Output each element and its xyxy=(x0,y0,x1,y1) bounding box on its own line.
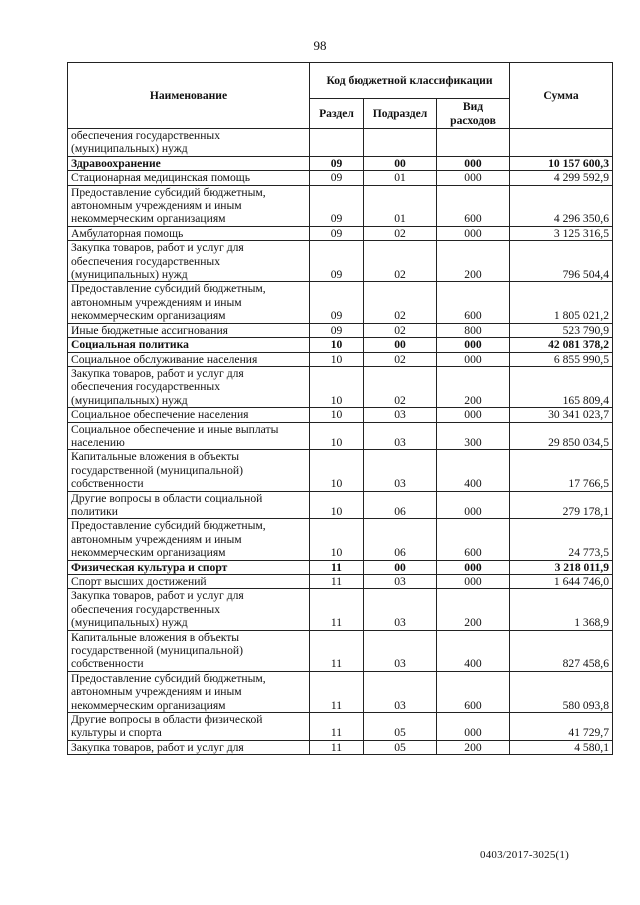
row-podrazdel: 03 xyxy=(364,575,437,589)
row-razdel: 09 xyxy=(310,241,364,282)
row-razdel: 10 xyxy=(310,352,364,366)
row-vid: 200 xyxy=(437,589,510,630)
row-razdel: 09 xyxy=(310,156,364,170)
row-sum: 6 855 990,5 xyxy=(510,352,613,366)
table-row xyxy=(68,519,613,560)
table-row xyxy=(68,713,613,741)
row-razdel: 09 xyxy=(310,226,364,240)
row-vid: 800 xyxy=(437,323,510,337)
row-vid: 600 xyxy=(437,185,510,226)
row-podrazdel: 06 xyxy=(364,491,437,519)
row-name: Закупка товаров, работ и услуг для обеспечения государственных (муниципальных) нужд xyxy=(68,241,310,282)
row-podrazdel: 03 xyxy=(364,450,437,491)
table-row xyxy=(68,323,613,337)
row-sum: 29 850 034,5 xyxy=(510,422,613,450)
row-name: Амбулаторная помощь xyxy=(68,226,310,240)
row-razdel: 10 xyxy=(310,338,364,352)
row-sum: 42 081 378,2 xyxy=(510,338,613,352)
header-sum: Сумма xyxy=(510,63,613,129)
header-name: Наименование xyxy=(68,63,310,129)
row-razdel: 09 xyxy=(310,171,364,185)
row-name: Иные бюджетные ассигнования xyxy=(68,323,310,337)
row-podrazdel: 02 xyxy=(364,226,437,240)
document-code: 0403/2017-3025(1) xyxy=(480,849,569,861)
table-row xyxy=(68,366,613,407)
row-sum: 165 809,4 xyxy=(510,366,613,407)
row-vid: 600 xyxy=(437,671,510,712)
row-vid: 200 xyxy=(437,241,510,282)
table-row xyxy=(68,589,613,630)
row-name: Предоставление субсидий бюджетным, автономным учреждениям и иным некоммерческим организациям xyxy=(68,185,310,226)
row-podrazdel: 06 xyxy=(364,519,437,560)
row-razdel: 10 xyxy=(310,450,364,491)
row-vid: 600 xyxy=(437,282,510,323)
row-podrazdel: 00 xyxy=(364,156,437,170)
row-podrazdel: 02 xyxy=(364,366,437,407)
row-podrazdel: 03 xyxy=(364,630,437,671)
row-vid: 000 xyxy=(437,713,510,741)
row-name: Предоставление субсидий бюджетным, автономным учреждениям и иным некоммерческим организациям xyxy=(68,519,310,560)
row-podrazdel: 02 xyxy=(364,323,437,337)
row-razdel: 09 xyxy=(310,185,364,226)
row-sum: 279 178,1 xyxy=(510,491,613,519)
row-name: Физическая культура и спорт xyxy=(68,560,310,574)
row-podrazdel: 01 xyxy=(364,185,437,226)
row-sum: 10 157 600,3 xyxy=(510,156,613,170)
row-sum: 17 766,5 xyxy=(510,450,613,491)
table-body xyxy=(68,129,613,755)
row-razdel: 09 xyxy=(310,323,364,337)
table-row xyxy=(68,226,613,240)
table-row xyxy=(68,241,613,282)
row-razdel: 10 xyxy=(310,519,364,560)
table-row xyxy=(68,129,613,157)
row-vid: 200 xyxy=(437,366,510,407)
row-vid: 000 xyxy=(437,156,510,170)
row-sum: 3 125 316,5 xyxy=(510,226,613,240)
row-name: Здравоохранение xyxy=(68,156,310,170)
row-razdel: 11 xyxy=(310,713,364,741)
row-sum: 827 458,6 xyxy=(510,630,613,671)
row-razdel xyxy=(310,129,364,157)
row-razdel: 10 xyxy=(310,422,364,450)
header-vid: Вид расходов xyxy=(437,99,510,129)
row-name: Другие вопросы в области социальной политики xyxy=(68,491,310,519)
row-name: Капитальные вложения в объекты государственной (муниципальной) собственности xyxy=(68,450,310,491)
row-razdel: 10 xyxy=(310,366,364,407)
row-razdel: 11 xyxy=(310,740,364,754)
row-name: Капитальные вложения в объекты государственной (муниципальной) собственности xyxy=(68,630,310,671)
table-row xyxy=(68,740,613,754)
row-name: Предоставление субсидий бюджетным, автономным учреждениям и иным некоммерческим организациям xyxy=(68,671,310,712)
row-sum: 1 805 021,2 xyxy=(510,282,613,323)
table-row xyxy=(68,630,613,671)
row-razdel: 11 xyxy=(310,575,364,589)
row-name: Другие вопросы в области физической культуры и спорта xyxy=(68,713,310,741)
row-sum: 30 341 023,7 xyxy=(510,408,613,422)
row-sum: 1 368,9 xyxy=(510,589,613,630)
table-row xyxy=(68,338,613,352)
row-vid: 200 xyxy=(437,740,510,754)
row-vid: 000 xyxy=(437,171,510,185)
header-podrazdel: Подраздел xyxy=(364,99,437,129)
row-sum: 4 296 350,6 xyxy=(510,185,613,226)
row-name: Стационарная медицинская помощь xyxy=(68,171,310,185)
row-name: Социальное обслуживание населения xyxy=(68,352,310,366)
page-number: 98 xyxy=(313,38,327,53)
table-row xyxy=(68,156,613,170)
row-vid: 600 xyxy=(437,519,510,560)
row-name: обеспечения государственных (муниципальных) нужд xyxy=(68,129,310,157)
row-podrazdel: 00 xyxy=(364,338,437,352)
row-vid: 000 xyxy=(437,226,510,240)
row-vid: 000 xyxy=(437,352,510,366)
table-row xyxy=(68,491,613,519)
row-vid: 000 xyxy=(437,408,510,422)
row-podrazdel: 02 xyxy=(364,282,437,323)
row-podrazdel: 03 xyxy=(364,671,437,712)
row-razdel: 11 xyxy=(310,589,364,630)
budget-table xyxy=(67,62,613,755)
row-name: Социальная политика xyxy=(68,338,310,352)
row-podrazdel: 05 xyxy=(364,713,437,741)
row-vid: 000 xyxy=(437,575,510,589)
table-header xyxy=(68,63,613,129)
table-row xyxy=(68,185,613,226)
row-podrazdel: 03 xyxy=(364,422,437,450)
row-sum: 580 093,8 xyxy=(510,671,613,712)
table-row xyxy=(68,575,613,589)
row-name: Закупка товаров, работ и услуг для обеспечения государственных (муниципальных) нужд xyxy=(68,589,310,630)
header-code-group: Код бюджетной классификации xyxy=(310,63,510,99)
row-razdel: 09 xyxy=(310,282,364,323)
table-row xyxy=(68,282,613,323)
row-sum: 3 218 011,9 xyxy=(510,560,613,574)
row-razdel: 11 xyxy=(310,630,364,671)
row-sum: 41 729,7 xyxy=(510,713,613,741)
row-sum xyxy=(510,129,613,157)
table-row xyxy=(68,671,613,712)
row-podrazdel: 02 xyxy=(364,352,437,366)
table-row xyxy=(68,422,613,450)
row-name: Закупка товаров, работ и услуг для xyxy=(68,740,310,754)
row-sum: 24 773,5 xyxy=(510,519,613,560)
row-sum: 4 299 592,9 xyxy=(510,171,613,185)
row-vid: 400 xyxy=(437,630,510,671)
row-podrazdel: 05 xyxy=(364,740,437,754)
table-row xyxy=(68,171,613,185)
row-vid: 000 xyxy=(437,338,510,352)
row-razdel: 10 xyxy=(310,491,364,519)
row-vid: 000 xyxy=(437,491,510,519)
row-razdel: 11 xyxy=(310,560,364,574)
row-podrazdel: 03 xyxy=(364,408,437,422)
row-podrazdel xyxy=(364,129,437,157)
table-row xyxy=(68,408,613,422)
table-row xyxy=(68,560,613,574)
table-row xyxy=(68,450,613,491)
row-vid: 400 xyxy=(437,450,510,491)
row-sum: 796 504,4 xyxy=(510,241,613,282)
row-sum: 1 644 746,0 xyxy=(510,575,613,589)
row-podrazdel: 00 xyxy=(364,560,437,574)
row-vid xyxy=(437,129,510,157)
row-name: Социальное обеспечение и иные выплаты населению xyxy=(68,422,310,450)
row-razdel: 11 xyxy=(310,671,364,712)
row-sum: 523 790,9 xyxy=(510,323,613,337)
row-podrazdel: 03 xyxy=(364,589,437,630)
row-podrazdel: 02 xyxy=(364,241,437,282)
header-razdel: Раздел xyxy=(310,99,364,129)
row-name: Предоставление субсидий бюджетным, автономным учреждениям и иным некоммерческим организациям xyxy=(68,282,310,323)
row-vid: 300 xyxy=(437,422,510,450)
row-sum: 4 580,1 xyxy=(510,740,613,754)
row-name: Социальное обеспечение населения xyxy=(68,408,310,422)
row-podrazdel: 01 xyxy=(364,171,437,185)
row-razdel: 10 xyxy=(310,408,364,422)
row-name: Закупка товаров, работ и услуг для обеспечения государственных (муниципальных) нужд xyxy=(68,366,310,407)
row-vid: 000 xyxy=(437,560,510,574)
table-row xyxy=(68,352,613,366)
row-name: Спорт высших достижений xyxy=(68,575,310,589)
